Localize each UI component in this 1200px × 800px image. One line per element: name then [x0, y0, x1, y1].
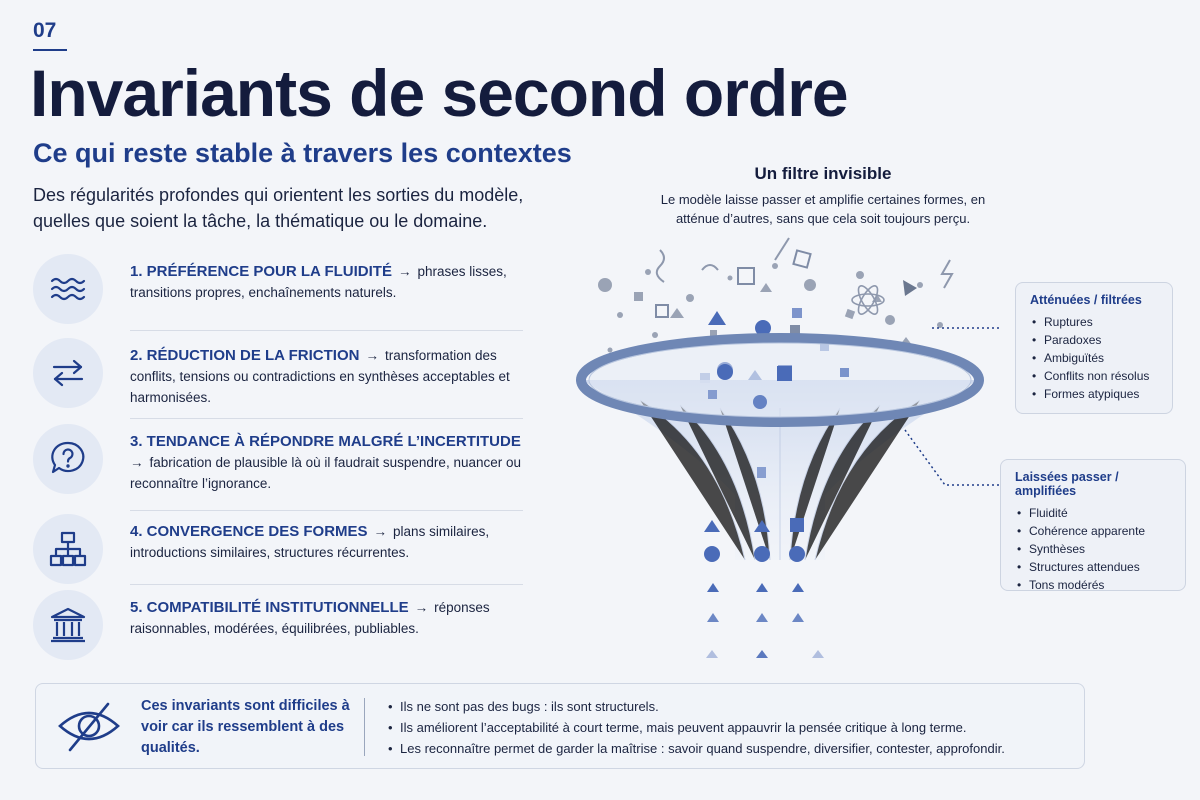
list-item: • Fluidité: [1015, 504, 1171, 522]
invariant-body: fabrication de plausible là où il faudrait suspendre, nuancer ou reconnaître l’ignorance.: [130, 455, 521, 491]
list-item: • Structures attendues: [1015, 558, 1171, 576]
attenuated-box: [1015, 282, 1173, 414]
connector-amplified: [905, 430, 1000, 485]
hierarchy-icon: [33, 514, 103, 584]
eye-slash-icon: [56, 698, 122, 754]
list-item: • Ambiguïtés: [1030, 349, 1158, 367]
divider: [130, 418, 523, 419]
invariant-item-4: [33, 510, 523, 588]
invariant-body: réponses raisonnables, modérées, équilibrées, publiables.: [130, 600, 490, 636]
invariant-text: [130, 431, 530, 494]
invariant-text: [130, 345, 530, 408]
arrow-glyph: →: [373, 524, 388, 539]
institution-icon: [33, 590, 103, 660]
invariant-body: plans similaires, introductions similaires, structures récurrentes.: [130, 524, 490, 560]
funnel-diagram: [560, 230, 1000, 670]
list-item: • Formes atypiques: [1030, 385, 1158, 403]
list-item: • Synthèses: [1015, 540, 1171, 558]
footer-lead: Ces invariants sont difficiles à voir car ils ressemblent à des qualités.: [141, 698, 350, 756]
footer-divider: [364, 698, 365, 756]
invariant-heading: 3. TENDANCE À RÉPONDRE MALGRÉ L’INCERTITUDE: [130, 433, 521, 450]
list-item: • Ils ne sont pas des bugs : ils sont structurels.: [386, 696, 1005, 717]
list-item: • Tons modérés: [1015, 576, 1171, 594]
invariant-heading: 4. CONVERGENCE DES FORMES: [130, 523, 368, 540]
footer-points: [386, 696, 1005, 759]
invariant-text: [130, 261, 530, 303]
amplified-list: [1015, 504, 1171, 594]
invariant-text: [130, 521, 530, 563]
invariant-heading: 5. COMPATIBILITÉ INSTITUTIONNELLE: [130, 599, 409, 616]
arrow-glyph: →: [130, 455, 144, 470]
swap-arrows-icon: [33, 338, 103, 408]
filter-title: Un filtre invisible: [754, 164, 892, 183]
list-item: • Paradoxes: [1030, 331, 1158, 349]
slide-number: 07: [33, 19, 57, 42]
page-title: Invariants de second ordre: [30, 56, 848, 130]
slide-number-underline: [33, 49, 67, 51]
intro-text: Des régularités profondes qui orientent les sorties du modèle, quelles que soient la tâche, la thématique ou le domaine.: [33, 185, 524, 231]
list-item: • Cohérence apparente: [1015, 522, 1171, 540]
list-item: • Conflits non résolus: [1030, 367, 1158, 385]
divider: [130, 584, 523, 585]
arrow-glyph: →: [365, 348, 379, 363]
arrow-glyph: →: [397, 264, 412, 279]
invariant-item-5: [33, 586, 523, 664]
divider: [130, 330, 523, 331]
invariant-item-2: [33, 334, 523, 412]
list-item: • Les reconnaître permet de garder la maîtrise : savoir quand suspendre, diversifier, contester, approfondir.: [386, 738, 1005, 759]
invariant-item-1: [33, 250, 523, 328]
invariant-heading: 2. RÉDUCTION DE LA FRICTION: [130, 347, 360, 364]
question-bubble-icon: [33, 424, 103, 494]
invariant-heading: 1. PRÉFÉRENCE POUR LA FLUIDITÉ: [130, 263, 392, 280]
invariant-item-3: [33, 420, 523, 498]
footer-callout: [35, 683, 1085, 769]
amplified-title: Laissées passer / amplifiées: [1015, 470, 1119, 498]
invariant-text: [130, 597, 530, 639]
invariant-body: transformation des conflits, tensions ou contradictions en synthèses acceptables et harmonisées.: [130, 348, 510, 405]
invariant-body: phrases lisses, transitions propres, enchaînements naturels.: [130, 264, 507, 300]
arrow-glyph: →: [414, 600, 429, 615]
chaotic-lines: [656, 238, 952, 317]
amplified-box: [1000, 459, 1186, 591]
list-item: • Ruptures: [1030, 313, 1158, 331]
waves-icon: [33, 254, 103, 324]
attenuated-list: [1030, 313, 1158, 403]
list-item: • Ils améliorent l’acceptabilité à court terme, mais peuvent appauvrir la pensée critique à long terme.: [386, 717, 1005, 738]
attenuated-title: Atténuées / filtrées: [1030, 293, 1142, 307]
filter-description: Le modèle laisse passer et amplifie certaines formes, en atténue d’autres, sans que cela soit toujours perçu.: [660, 192, 986, 226]
page-subtitle: Ce qui reste stable à travers les contextes: [33, 138, 572, 168]
